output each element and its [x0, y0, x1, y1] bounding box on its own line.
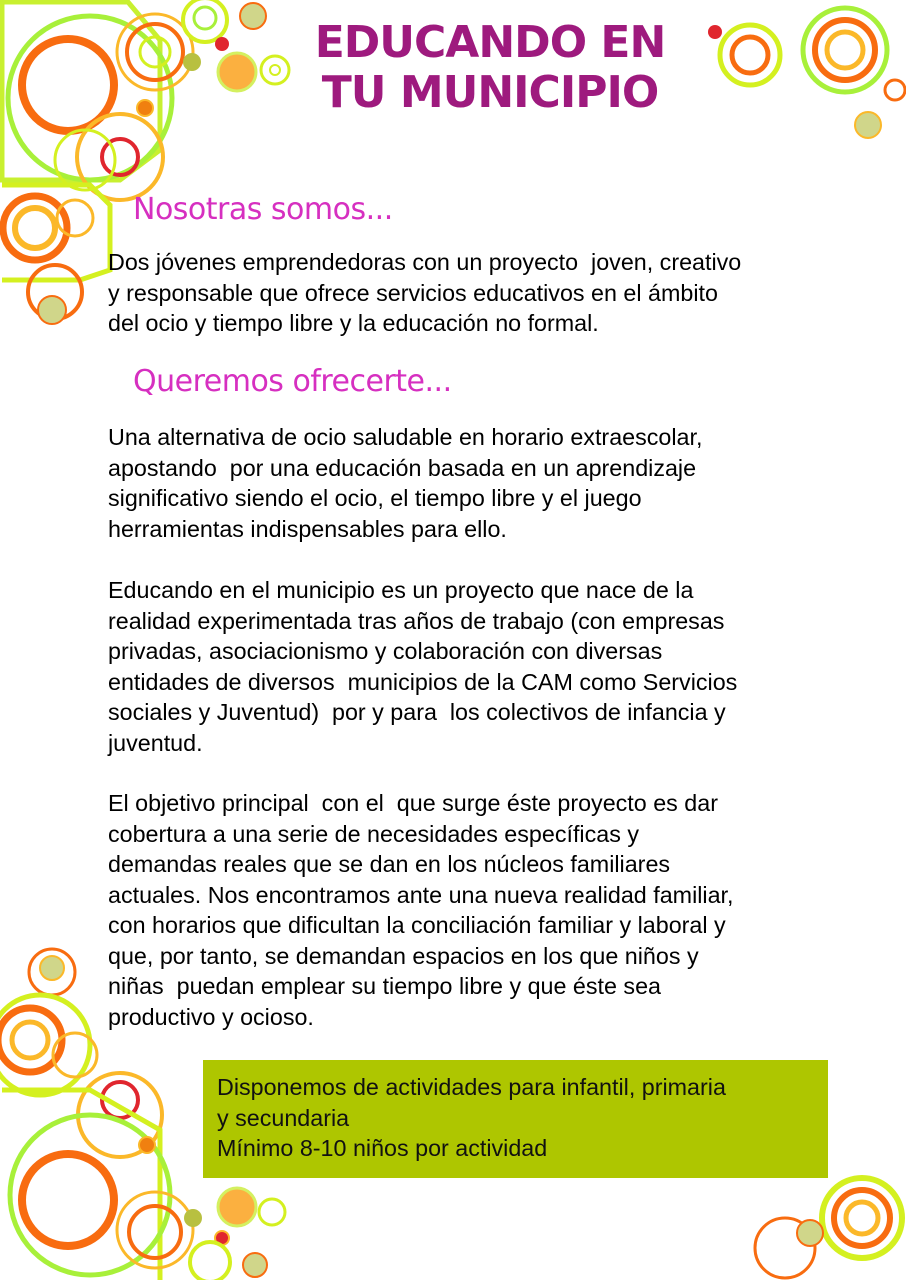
text-line: entidades de diversos municipios de la CAM como Servicios	[108, 668, 738, 695]
text-line: cobertura a una serie de necesidades específicas y	[108, 820, 639, 847]
text-line: y secundaria	[217, 1104, 350, 1131]
info-box	[203, 1060, 828, 1178]
dot-decoration	[243, 1253, 267, 1277]
text-line: apostando por una educación basada en un aprendizaje	[108, 454, 697, 481]
text-line: Dos jóvenes emprendedoras con un proyecto joven, creativo	[108, 249, 742, 275]
dot-decoration	[40, 956, 64, 980]
ring-decoration	[129, 1206, 181, 1258]
paragraph-alternative	[108, 422, 702, 544]
spiral-decoration	[259, 1199, 285, 1225]
dot-decoration	[797, 1220, 823, 1246]
text-line: y responsable que ofrece servicios educativos en el ámbito	[108, 279, 718, 306]
page-title	[250, 18, 730, 118]
dot-decoration	[855, 112, 881, 138]
title-line-1: EDUCANDO EN	[314, 17, 666, 68]
dot-decoration	[139, 1137, 155, 1153]
text-line: del ocio y tiempo libre y la educación no formal.	[108, 310, 599, 336]
paragraph-objective	[108, 788, 734, 1032]
dot-decoration	[215, 37, 229, 51]
ring-decoration	[827, 32, 863, 68]
ring-decoration	[846, 1202, 878, 1234]
text-line: productivo y ocioso.	[108, 1003, 314, 1030]
dot-decoration	[183, 53, 201, 71]
text-line: El objetivo principal con el que surge éste proyecto es dar	[108, 790, 718, 816]
title-line-2: TU MUNICIPIO	[321, 67, 659, 118]
text-line: juventud.	[108, 729, 203, 756]
text-line: niñas puedan emplear su tiempo libre y que éste sea	[108, 973, 661, 999]
dot-decoration	[38, 296, 66, 324]
text-line: demandas reales que se dan en los núcleos familiares	[108, 851, 671, 877]
ring-decoration	[12, 1022, 48, 1058]
text-line: privadas, asociacionismo y colaboración con diversas	[108, 638, 663, 664]
text-line: actuales. Nos encontramos ante una nueva realidad familiar,	[108, 881, 734, 908]
text-line: con horarios que dificultan la conciliación familiar y laboral y	[108, 912, 726, 938]
dot-decoration	[218, 1188, 256, 1226]
ring-decoration	[15, 208, 55, 248]
ring-decoration	[834, 1190, 890, 1246]
text-line: que, por tanto, se demandan espacios en los que niños y	[108, 942, 699, 969]
text-line: Educando en el municipio es un proyecto que nace de la	[108, 577, 694, 603]
section-heading-queremos: Queremos ofrecerte...	[133, 364, 452, 399]
text-line: significativo siendo el ocio, el tiempo libre y el juego	[108, 485, 642, 511]
text-line: herramientas indispensables para ello.	[108, 515, 507, 542]
ring-decoration	[732, 37, 768, 73]
text-line: Disponemos de actividades para infantil, primaria	[217, 1074, 726, 1100]
dot-decoration	[137, 100, 153, 116]
ring-decoration	[190, 1242, 230, 1280]
text-line: sociales y Juventud) por y para los colectivos de infancia y	[108, 699, 726, 725]
section-heading-nosotras: Nosotras somos...	[133, 192, 393, 227]
paragraph-about	[108, 247, 741, 339]
paragraph-project	[108, 575, 737, 758]
ring-decoration	[815, 20, 875, 80]
text-line: realidad experimentada tras años de trabajo (con empresas	[108, 607, 725, 634]
dot-decoration	[184, 1209, 202, 1227]
ring-decoration	[885, 80, 905, 100]
ring-decoration	[194, 7, 216, 29]
text-line: Una alternativa de ocio saludable en horario extraescolar,	[108, 424, 703, 450]
ring-decoration	[22, 1154, 114, 1246]
text-line: Mínimo 8-10 niños por actividad	[217, 1135, 548, 1161]
ring-decoration	[102, 139, 138, 175]
